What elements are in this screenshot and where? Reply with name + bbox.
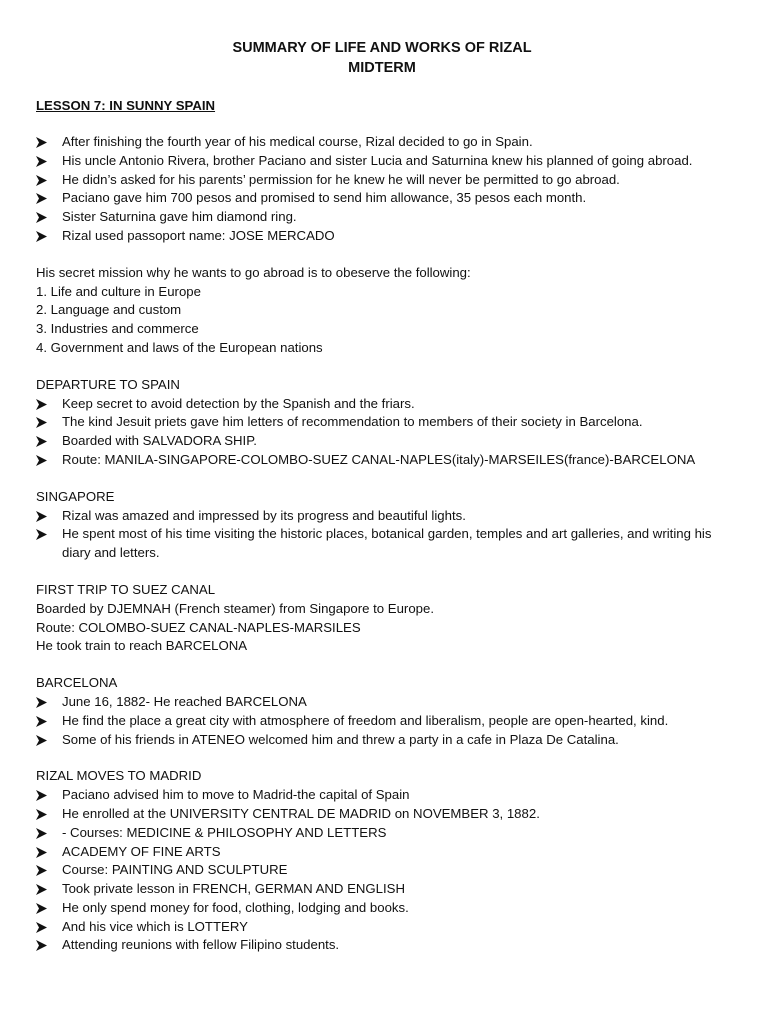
list-item: He find the place a great city with atmosphere of freedom and liberalism, people are open-hearted, kind. xyxy=(36,712,728,731)
list-item: He spent most of his time visiting the historic places, botanical garden, temples and art galleries, and writing his diary and letters. xyxy=(36,525,728,563)
arrow-bullet-icon xyxy=(36,940,47,951)
list-item: Paciano gave him 700 pesos and promised to send him allowance, 35 pesos each month. xyxy=(36,189,728,208)
arrow-bullet-icon xyxy=(36,212,47,223)
arrow-bullet-icon xyxy=(36,697,47,708)
section-heading: DEPARTURE TO SPAIN xyxy=(36,376,180,392)
arrow-bullet-icon xyxy=(36,399,47,410)
list-item: Course: PAINTING AND SCULPTURE xyxy=(36,861,728,880)
arrow-bullet-icon xyxy=(36,529,47,540)
suez-line: Boarded by DJEMNAH (French steamer) from Singapore to Europe. xyxy=(36,600,434,616)
list-item: And his vice which is LOTTERY xyxy=(36,918,728,937)
arrow-bullet-icon xyxy=(36,865,47,876)
arrow-bullet-icon xyxy=(36,137,47,148)
arrow-bullet-icon xyxy=(36,455,47,466)
lesson-heading: LESSON 7: IN SUNNY SPAIN xyxy=(36,98,216,113)
section-heading: BARCELONA xyxy=(36,675,118,691)
list-item: Took private lesson in FRENCH, GERMAN AND ENGLISH xyxy=(36,880,728,899)
list-item: ACADEMY OF FINE ARTS xyxy=(36,843,728,862)
departure-bullet-list xyxy=(36,395,728,470)
arrow-bullet-icon xyxy=(36,175,47,186)
arrow-bullet-icon xyxy=(36,156,47,167)
suez-line: Route: COLOMBO-SUEZ CANAL-NAPLES-MARSILES xyxy=(36,619,361,635)
list-item: Paciano advised him to move to Madrid-the capital of Spain xyxy=(36,786,728,805)
arrow-bullet-icon xyxy=(36,903,47,914)
madrid-section xyxy=(36,767,728,955)
title-line-1: SUMMARY OF LIFE AND WORKS OF RIZAL xyxy=(232,40,532,56)
list-item: Sister Saturnina gave him diamond ring. xyxy=(36,208,728,227)
mission-item: 1. Life and culture in Europe xyxy=(36,283,201,299)
list-item: After finishing the fourth year of his medical course, Rizal decided to go in Spain. xyxy=(36,133,728,152)
list-item: Route: MANILA-SINGAPORE-COLOMBO-SUEZ CANAL-NAPLES(italy)-MARSEILES(france)-BARCELONA xyxy=(36,451,728,470)
barcelona-section xyxy=(36,674,728,749)
list-item: Attending reunions with fellow Filipino students. xyxy=(36,936,728,955)
arrow-bullet-icon xyxy=(36,884,47,895)
arrow-bullet-icon xyxy=(36,790,47,801)
arrow-bullet-icon xyxy=(36,436,47,447)
list-item: Some of his friends in ATENEO welcomed him and threw a party in a cafe in Plaza De Catalina. xyxy=(36,731,728,750)
list-item: Rizal was amazed and impressed by its progress and beautiful lights. xyxy=(36,507,728,526)
list-item: He didn’s asked for his parents’ permission for he knew he will never be permitted to go abroad. xyxy=(36,171,728,190)
arrow-bullet-icon xyxy=(36,828,47,839)
mission-item: 3. Industries and commerce xyxy=(36,321,199,337)
list-item: June 16, 1882- He reached BARCELONA xyxy=(36,693,728,712)
list-item: Keep secret to avoid detection by the Spanish and the friars. xyxy=(36,395,728,414)
arrow-bullet-icon xyxy=(36,716,47,727)
list-item: He only spend money for food, clothing, lodging and books. xyxy=(36,899,728,918)
arrow-bullet-icon xyxy=(36,809,47,820)
departure-section xyxy=(36,376,728,470)
arrow-bullet-icon xyxy=(36,922,47,933)
list-item: Boarded with SALVADORA SHIP. xyxy=(36,432,728,451)
suez-section xyxy=(36,581,728,656)
title-line-2: MIDTERM xyxy=(348,60,416,76)
intro-bullet-list xyxy=(36,133,728,246)
mission-item: 2. Language and custom xyxy=(36,302,182,318)
list-item: - Courses: MEDICINE & PHILOSOPHY AND LETTERS xyxy=(36,824,728,843)
section-heading: RIZAL MOVES TO MADRID xyxy=(36,768,202,784)
arrow-bullet-icon xyxy=(36,847,47,858)
document-title xyxy=(36,38,728,78)
mission-item: 4. Government and laws of the European nations xyxy=(36,339,323,355)
arrow-bullet-icon xyxy=(36,735,47,746)
singapore-bullet-list xyxy=(36,507,728,563)
list-item: He enrolled at the UNIVERSITY CENTRAL DE MADRID on NOVEMBER 3, 1882. xyxy=(36,805,728,824)
list-item: Rizal used passoport name: JOSE MERCADO xyxy=(36,227,728,246)
arrow-bullet-icon xyxy=(36,511,47,522)
barcelona-bullet-list xyxy=(36,693,728,749)
arrow-bullet-icon xyxy=(36,231,47,242)
madrid-bullet-list xyxy=(36,786,728,955)
list-item: His uncle Antonio Rivera, brother Paciano and sister Lucia and Saturnina knew his planned of going abroad. xyxy=(36,152,728,171)
mission-text: His secret mission why he wants to go abroad is to obeserve the following: xyxy=(36,264,471,280)
section-heading: FIRST TRIP TO SUEZ CANAL xyxy=(36,581,216,597)
singapore-section xyxy=(36,488,728,563)
list-item: The kind Jesuit priets gave him letters of recommendation to members of their society in Barcelona. xyxy=(36,413,728,432)
mission-section xyxy=(36,264,728,358)
section-heading: SINGAPORE xyxy=(36,488,115,504)
arrow-bullet-icon xyxy=(36,417,47,428)
arrow-bullet-icon xyxy=(36,193,47,204)
suez-line: He took train to reach BARCELONA xyxy=(36,638,248,654)
